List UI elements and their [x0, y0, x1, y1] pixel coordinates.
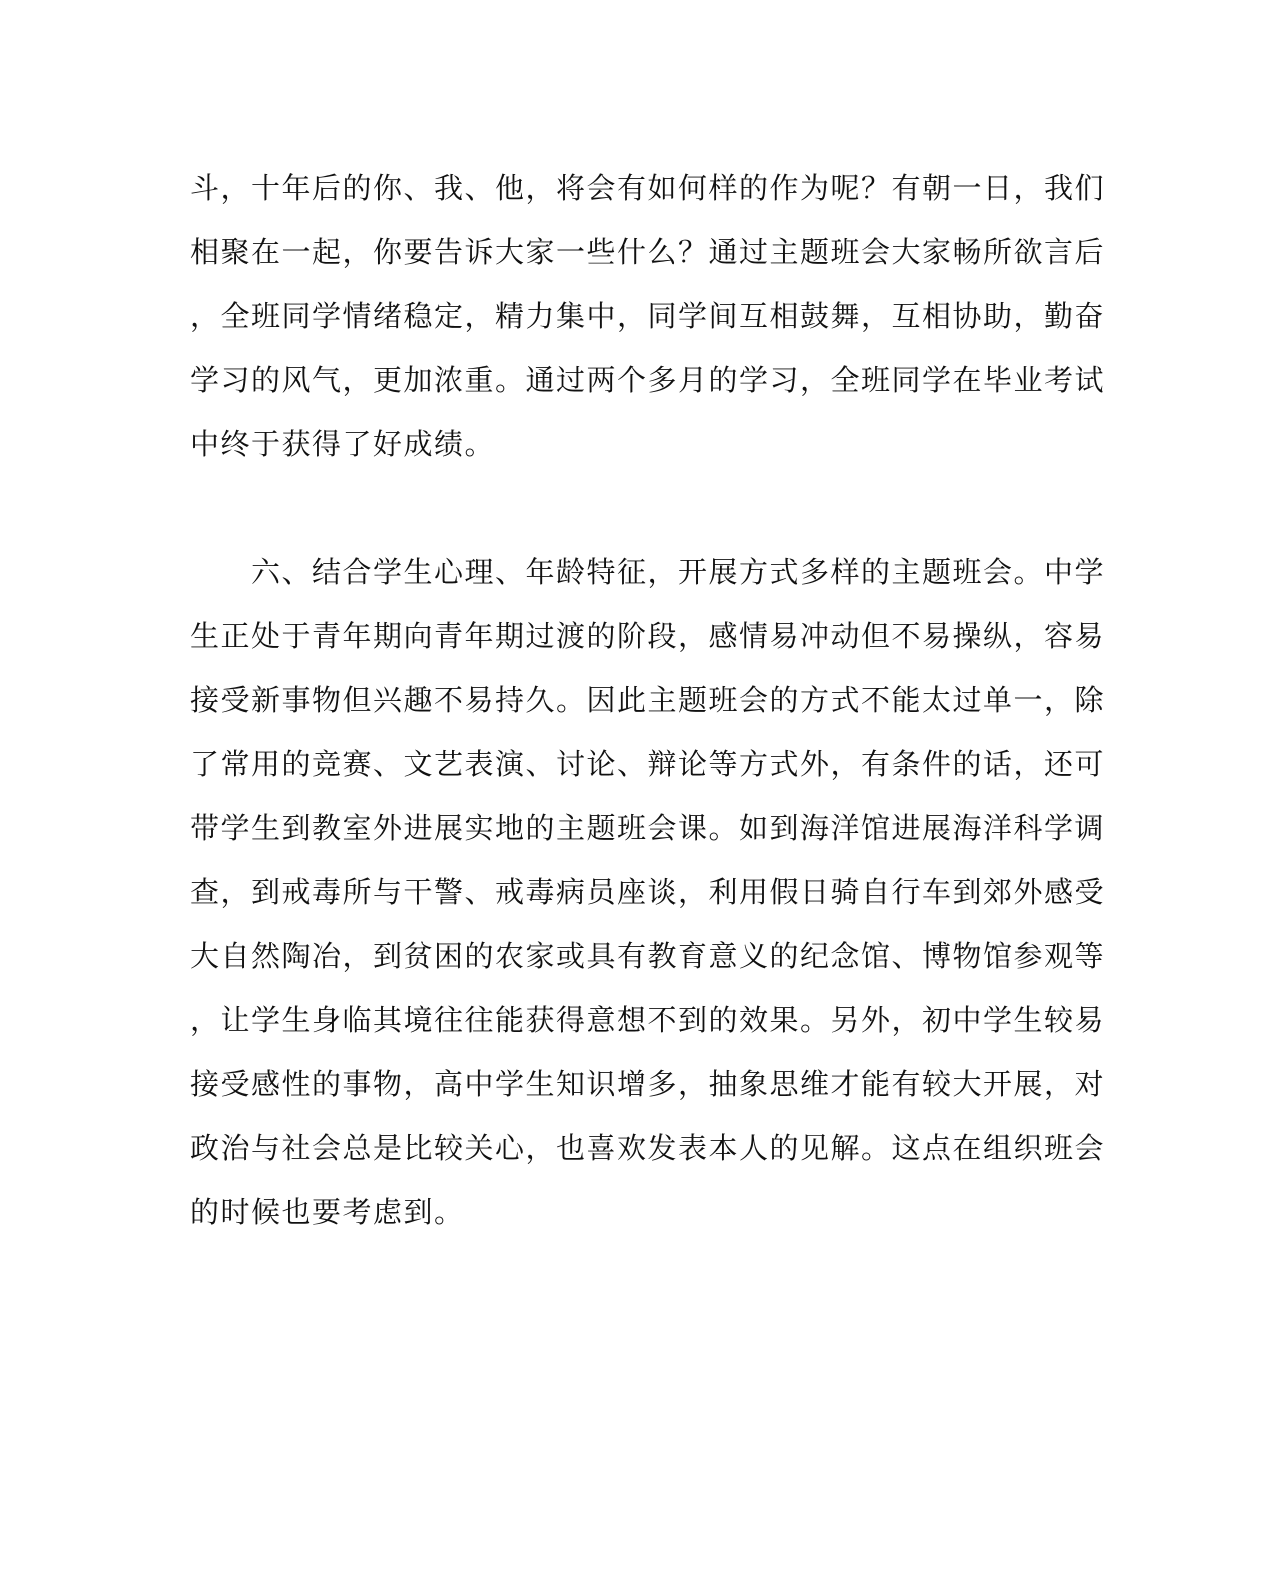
text-line: ，全班同学情绪稳定，精力集中，同学间互相鼓舞，互相协助，勤奋	[190, 299, 1106, 333]
text-line: 生正处于青年期向青年期过渡的阶段，感情易冲动但不易操纵，容易	[190, 619, 1106, 653]
text-line: 六、结合学生心理、年龄特征，开展方式多样的主题班会。中学	[190, 555, 1106, 589]
text-line: 的时候也要考虑到。	[190, 1195, 465, 1229]
text-line: 带学生到教室外进展实地的主题班会课。如到海洋馆进展海洋科学调	[190, 811, 1106, 845]
paragraph	[190, 540, 1106, 1244]
text-line: 接受新事物但兴趣不易持久。因此主题班会的方式不能太过单一，除	[190, 683, 1106, 717]
paragraph	[190, 156, 1106, 476]
text-line: 了常用的竞赛、文艺表演、讨论、辩论等方式外，有条件的话，还可	[190, 747, 1106, 781]
text-line: 政治与社会总是比较关心，也喜欢发表本人的见解。这点在组织班会	[190, 1131, 1106, 1165]
text-line: 大自然陶冶，到贫困的农家或具有教育意义的纪念馆、博物馆参观等	[190, 939, 1106, 973]
text-line: 斗，十年后的你、我、他，将会有如何样的作为呢？有朝一日，我们	[190, 171, 1106, 205]
text-line: 查，到戒毒所与干警、戒毒病员座谈，利用假日骑自行车到郊外感受	[190, 875, 1106, 909]
text-line: ，让学生身临其境往往能获得意想不到的效果。另外，初中学生较易	[190, 1003, 1106, 1037]
text-line: 接受感性的事物，高中学生知识增多，抽象思维才能有较大开展，对	[190, 1067, 1106, 1101]
text-line: 中终于获得了好成绩。	[190, 427, 496, 461]
text-line: 相聚在一起，你要告诉大家一些什么？通过主题班会大家畅所欲言后	[190, 235, 1106, 269]
text-line: 学习的风气，更加浓重。通过两个多月的学习，全班同学在毕业考试	[190, 363, 1106, 397]
